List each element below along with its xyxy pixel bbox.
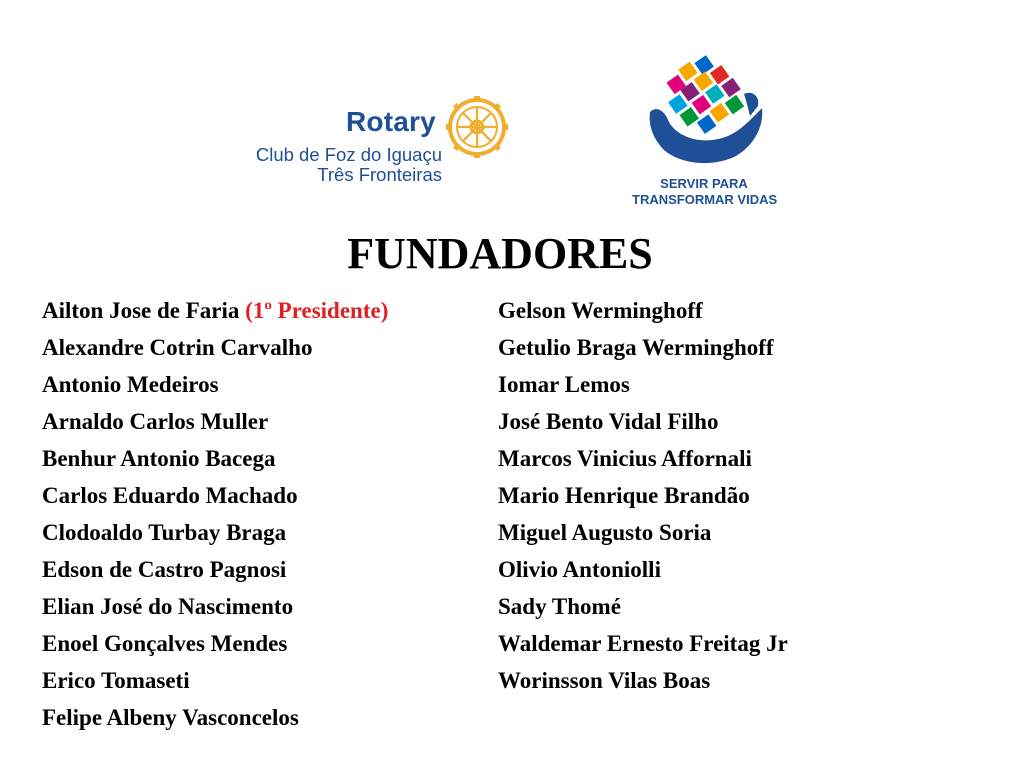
founder-item [42, 292, 388, 329]
rotary-club-logo [250, 96, 510, 188]
founder-item: Getulio Braga Werminghoff [498, 335, 774, 360]
founder-item: Iomar Lemos [498, 372, 630, 397]
rotary-wheel-icon [446, 96, 508, 158]
theme-text-line1: SERVIR PARA [660, 176, 748, 191]
founder-item: Arnaldo Carlos Muller [42, 409, 269, 434]
founder-item: Worinsson Vilas Boas [498, 668, 711, 693]
founder-item: Sady Thomé [498, 594, 621, 619]
founder-item: Alexandre Cotrin Carvalho [42, 335, 313, 360]
founder-item: Olivio Antoniolli [498, 557, 661, 582]
founder-item: Carlos Eduardo Machado [42, 483, 298, 508]
president-note: (1º Presidente) [245, 298, 389, 323]
founder-item: Gelson Werminghoff [498, 298, 703, 323]
founder-item: Marcos Vinicius Affornali [498, 446, 752, 471]
founder-item: Erico Tomaseti [42, 668, 190, 693]
founder-item: Mario Henrique Brandão [498, 483, 750, 508]
founder-item: Edson de Castro Pagnosi [42, 557, 287, 582]
founder-item: Waldemar Ernesto Freitag Jr [498, 631, 788, 656]
founder-item: José Bento Vidal Filho [498, 409, 719, 434]
founder-item: Felipe Albeny Vasconcelos [42, 705, 299, 730]
rotary-wordmark: Rotary [346, 106, 436, 137]
founder-item: Miguel Augusto Soria [498, 520, 712, 545]
founders-list-left [42, 292, 388, 736]
founder-name: Ailton Jose de Faria [42, 298, 240, 323]
club-name-line2: Três Fronteiras [317, 164, 442, 185]
founder-item: Antonio Medeiros [42, 372, 219, 397]
page-title: FUNDADORES [347, 229, 653, 278]
founder-item: Enoel Gonçalves Mendes [42, 631, 288, 656]
club-name-line1: Club de Foz do Iguaçu [255, 144, 442, 165]
founders-list-right [498, 292, 788, 699]
theme-text-line2: TRANSFORMAR VIDAS [632, 192, 778, 207]
founder-item: Elian José do Nascimento [42, 594, 294, 619]
founder-item: Benhur Antonio Bacega [42, 446, 276, 471]
theme-logo [632, 54, 776, 214]
globe-hand-icon [646, 54, 766, 166]
founder-item: Clodoaldo Turbay Braga [42, 520, 287, 545]
